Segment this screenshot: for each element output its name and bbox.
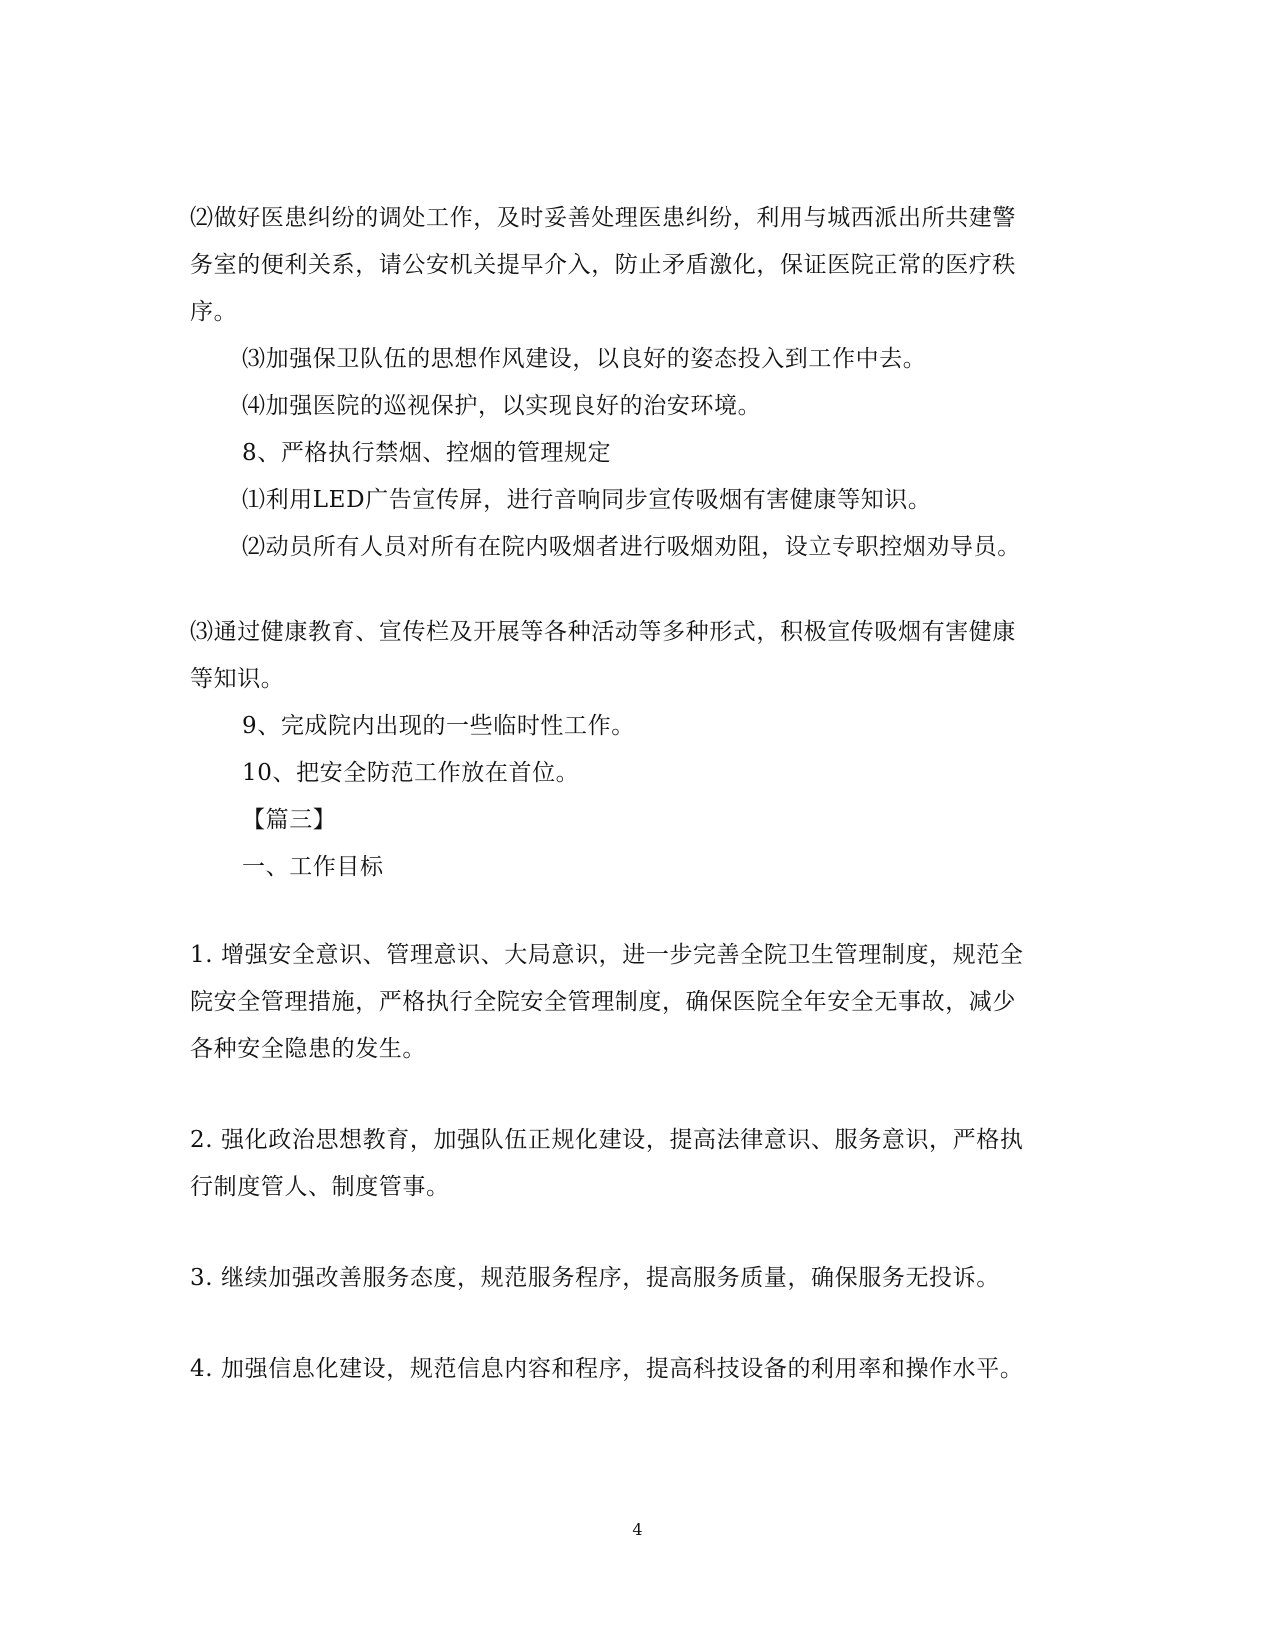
section-heading: 【篇三】 xyxy=(242,807,337,833)
text-line: 8、严格执行禁烟、控烟的管理规定 xyxy=(242,440,612,466)
text-line: 1. 增强安全意识、管理意识、大局意识，进一步完善全院卫生管理制度，规范全 xyxy=(190,942,1024,968)
text-line: 等知识。 xyxy=(190,666,285,692)
text-line: ⑴利用LED广告宣传屏，进行音响同步宣传吸烟有害健康等知识。 xyxy=(242,487,932,513)
text-line: ⑷加强医院的巡视保护，以实现良好的治安环境。 xyxy=(242,393,762,419)
text-line: 各种安全隐患的发生。 xyxy=(190,1036,426,1062)
text-line: 2. 强化政治思想教育，加强队伍正规化建设，提高法律意识、服务意识，严格执 xyxy=(190,1127,1024,1153)
section-heading: 一、工作目标 xyxy=(242,854,384,880)
text-line: 院安全管理措施，严格执行全院安全管理制度，确保医院全年安全无事故，减少 xyxy=(190,989,1016,1015)
page-number: 4 xyxy=(632,1520,643,1539)
text-line: 9、完成院内出现的一些临时性工作。 xyxy=(242,713,635,739)
text-line: 务室的便利关系，请公安机关提早介入，防止矛盾激化，保证医院正常的医疗秩 xyxy=(190,252,1016,278)
text-line: 行制度管人、制度管事。 xyxy=(190,1174,450,1200)
text-line: ⑵做好医患纠纷的调处工作，及时妥善处理医患纠纷，利用与城西派出所共建警 xyxy=(190,205,1016,231)
text-line: 10、把安全防范工作放在首位。 xyxy=(242,760,580,786)
text-line: 序。 xyxy=(190,299,238,325)
text-line: ⑶通过健康教育、宣传栏及开展等各种活动等多种形式，积极宣传吸烟有害健康 xyxy=(190,619,1016,645)
text-line: ⑶加强保卫队伍的思想作风建设，以良好的姿态投入到工作中去。 xyxy=(242,346,927,372)
text-line: ⑵动员所有人员对所有在院内吸烟者进行吸烟劝阻，设立专职控烟劝导员。 xyxy=(242,534,1021,560)
text-line: 4. 加强信息化建设，规范信息内容和程序，提高科技设备的利用率和操作水平。 xyxy=(190,1356,1024,1382)
text-line: 3. 继续加强改善服务态度，规范服务程序，提高服务质量，确保服务无投诉。 xyxy=(190,1265,1000,1291)
